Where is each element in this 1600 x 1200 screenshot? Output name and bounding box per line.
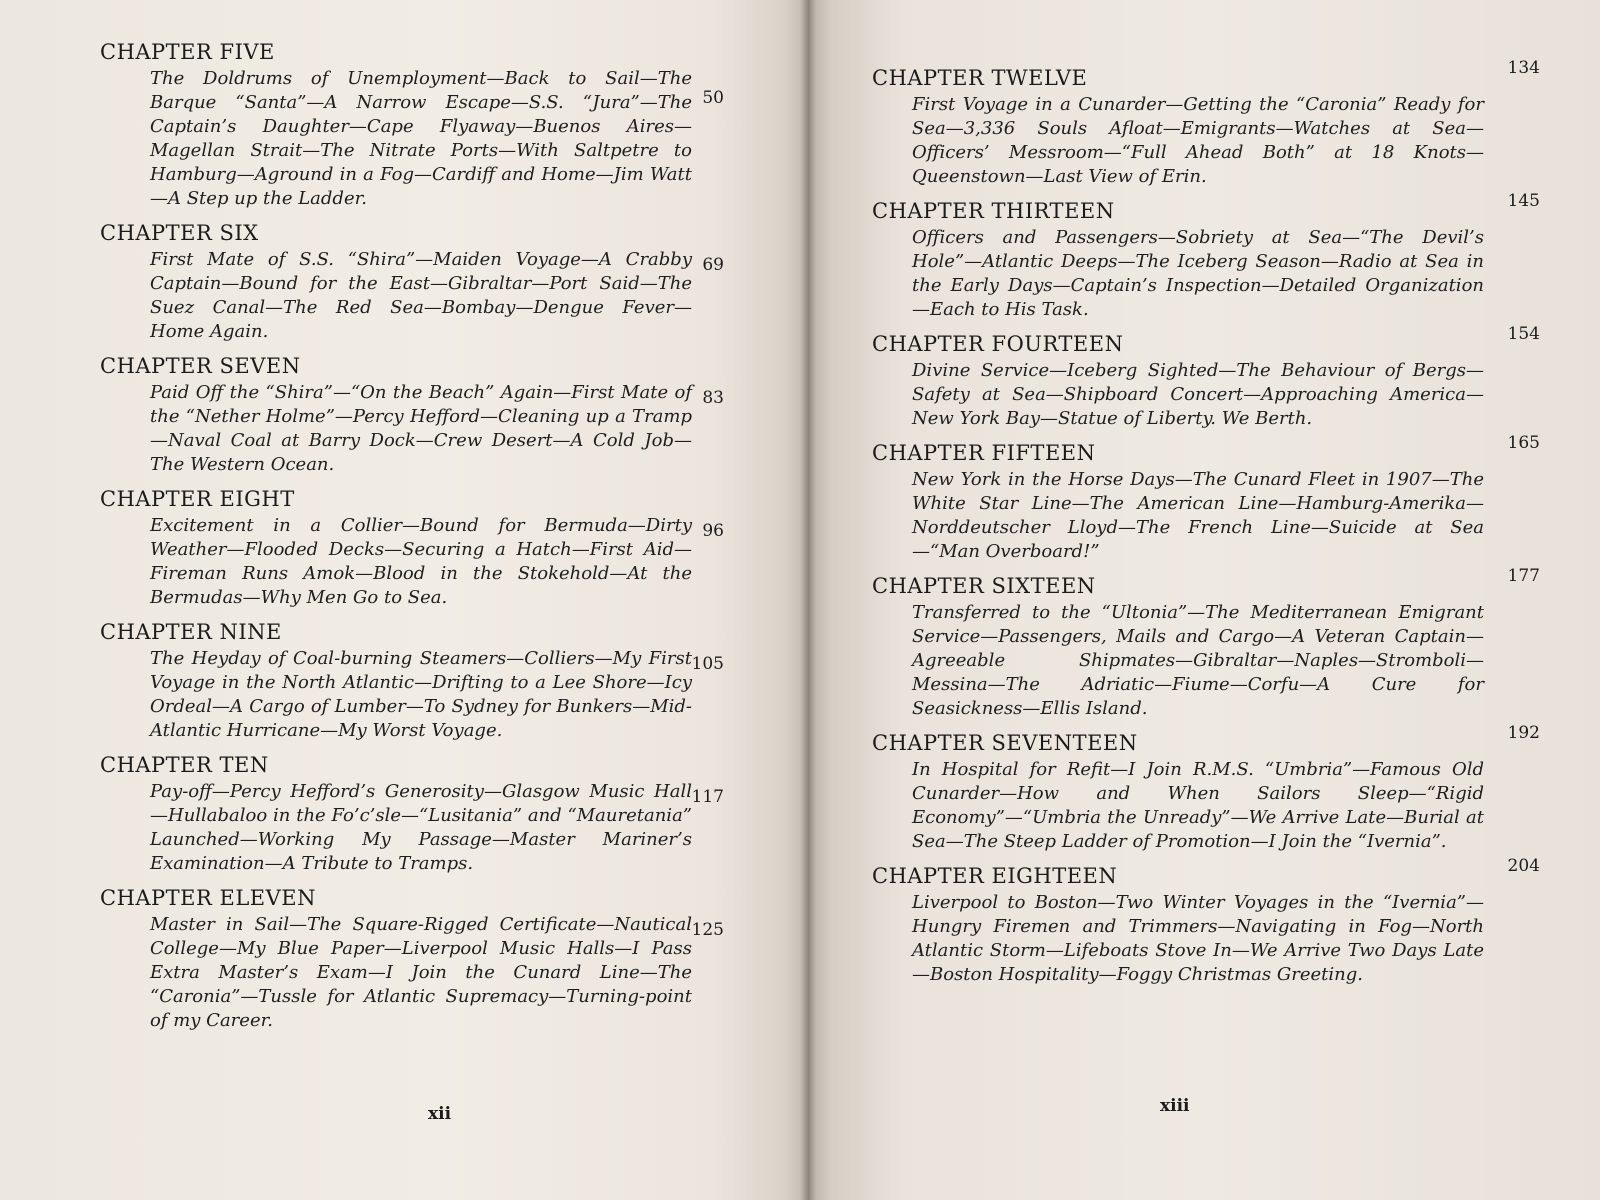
chapter-description: Master in Sail—The Square-Rigged Certificate—Nautical College—My Blue Paper—Liverpool Music Halls—I Pass Extra Master’s Exam—I Join the Cunard Line—The “Caronia”—Tussle for Atlantic Supremacy—Turning-point of my Career. — [150, 914, 692, 1031]
chapter-heading: CHAPTER ELEVEN — [100, 886, 316, 910]
toc-entry — [100, 886, 724, 1033]
chapter-heading: CHAPTER FIVE — [100, 40, 275, 64]
chapter-heading: CHAPTER SEVEN — [100, 354, 301, 378]
chapter-page-number: 50 — [702, 88, 724, 108]
chapter-heading: CHAPTER SIXTEEN — [872, 574, 1096, 598]
toc-entry — [872, 324, 1540, 431]
toc-entry — [872, 191, 1540, 322]
chapter-page-number: 134 — [1507, 58, 1540, 78]
chapter-heading: CHAPTER EIGHT — [100, 487, 295, 511]
chapter-description: Liverpool to Boston—Two Winter Voyages in the “Ivernia”—Hungry Firemen and Trimmers—Navigating in Fog—North Atlantic Storm—Lifeboats Stove In—We Arrive Two Days Late—Boston Hospitality—Foggy Christmas Greeting. — [912, 892, 1484, 985]
chapter-description: The Heyday of Coal-burning Steamers—Colliers—My First Voyage in the North Atlantic—Drifting to a Lee Shore—Icy Ordeal—A Cargo of Lumber—To Sydney for Bunkers—Mid-Atlantic Hurricane—My Worst Voyage. — [150, 648, 692, 741]
chapter-page-number: 154 — [1507, 324, 1540, 344]
chapter-heading: CHAPTER SIX — [100, 221, 259, 245]
chapter-page-number: 165 — [1507, 433, 1540, 453]
chapter-description: Divine Service—Iceberg Sighted—The Behaviour of Bergs—Safety at Sea—Shipboard Concert—Approaching America—New York Bay—Statue of Liberty. We Berth. — [912, 360, 1484, 429]
chapter-heading: CHAPTER THIRTEEN — [872, 199, 1115, 223]
chapter-page-number: 204 — [1507, 856, 1540, 876]
toc-entry — [100, 753, 724, 876]
chapter-description: Excitement in a Collier—Bound for Bermuda—Dirty Weather—Flooded Decks—Securing a Hatch—First Aid—Fireman Runs Amok—Blood in the Stokehold—At the Bermudas—Why Men Go to Sea. — [150, 515, 692, 608]
chapter-page-number: 125 — [691, 920, 724, 940]
toc-entry — [100, 40, 724, 211]
toc-entry — [872, 856, 1540, 987]
chapter-heading: CHAPTER FOURTEEN — [872, 332, 1124, 356]
chapter-page-number: 96 — [702, 521, 724, 541]
chapter-page-number: 177 — [1507, 566, 1540, 586]
chapter-description: Pay-off—Percy Hefford’s Generosity—Glasgow Music Hall—Hullabaloo in the Fo’c’sle—“Lusitania” and “Mauretania” Launched—Working My Passage—Master Mariner’s Examination—A Tribute to Tramps. — [150, 781, 692, 874]
chapter-description: First Mate of S.S. “Shira”—Maiden Voyage—A Crabby Captain—Bound for the East—Gibraltar—Port Said—The Suez Canal—The Red Sea—Bombay—Dengue Fever—Home Again. — [150, 249, 692, 342]
chapter-heading: CHAPTER TWELVE — [872, 66, 1088, 90]
chapter-heading: CHAPTER NINE — [100, 620, 282, 644]
toc-entry — [100, 620, 724, 743]
chapter-heading: CHAPTER EIGHTEEN — [872, 864, 1118, 888]
chapter-description: First Voyage in a Cunarder—Getting the “Caronia” Ready for Sea—3,336 Souls Afloat—Emigrants—Watches at Sea—Officers’ Messroom—“Full Ahead Both” at 18 Knots—Queenstown—Last View of Erin. — [912, 94, 1484, 187]
chapter-description: Paid Off the “Shira”—“On the Beach” Again—First Mate of the “Nether Holme”—Percy Hefford—Cleaning up a Tramp—Naval Coal at Barry Dock—Crew Desert—A Cold Job—The Western Ocean. — [150, 382, 692, 475]
toc-entry — [872, 723, 1540, 854]
chapter-description: The Doldrums of Unemployment—Back to Sail—The Barque “Santa”—A Narrow Escape—S.S. “Jura”—The Captain’s Daughter—Cape Flyaway—Buenos Aires—Magellan Strait—The Nitrate Ports—With Saltpetre to Hamburg—Aground in a Fog—Cardiff and Home—Jim Watt—A Step up the Ladder. — [150, 68, 692, 209]
chapter-description: Transferred to the “Ultonia”—The Mediterranean Emigrant Service—Passengers, Mails and Cargo—A Veteran Captain—Agreeable Shipmates—Gibraltar—Naples—Stromboli—Messina—The Adriatic—Fiume—Corfu—A Cure for Seasickness—Ellis Island. — [912, 602, 1484, 719]
toc-entry — [100, 487, 724, 610]
chapter-page-number: 69 — [702, 255, 724, 275]
chapter-description: New York in the Horse Days—The Cunard Fleet in 1907—The White Star Line—The American Line—Hamburg-Amerika—Norddeutscher Lloyd—The French Line—Suicide at Sea—“Man Overboard!” — [912, 469, 1484, 562]
chapter-heading: CHAPTER FIFTEEN — [872, 441, 1096, 465]
book-gutter — [800, 0, 816, 1200]
chapter-page-number: 145 — [1507, 191, 1540, 211]
chapter-page-number: 192 — [1507, 723, 1540, 743]
page-folio: xiii — [1160, 1096, 1190, 1116]
toc-entry — [100, 221, 724, 344]
chapter-page-number: 117 — [691, 787, 724, 807]
chapter-description: In Hospital for Refit—I Join R.M.S. “Umbria”—Famous Old Cunarder—How and When Sailors Sleep—“Rigid Economy”—“Umbria the Unready”—We Arrive Late—Burial at Sea—The Steep Ladder of Promotion—I Join the “Ivernia”. — [912, 759, 1484, 852]
toc-entry — [100, 354, 724, 477]
chapter-page-number: 83 — [702, 388, 724, 408]
chapter-heading: CHAPTER SEVENTEEN — [872, 731, 1138, 755]
chapter-page-number: 105 — [691, 654, 724, 674]
chapter-description: Officers and Passengers—Sobriety at Sea—“The Devil’s Hole”—Atlantic Deeps—The Iceberg Season—Radio at Sea in the Early Days—Captain’s Inspection—Detailed Organization—Each to His Task. — [912, 227, 1484, 320]
right-page — [808, 0, 1600, 1200]
page-folio: xii — [428, 1104, 452, 1124]
toc-entry — [872, 58, 1540, 189]
toc-entry — [872, 433, 1540, 564]
toc-entry — [872, 566, 1540, 721]
chapter-heading: CHAPTER TEN — [100, 753, 269, 777]
